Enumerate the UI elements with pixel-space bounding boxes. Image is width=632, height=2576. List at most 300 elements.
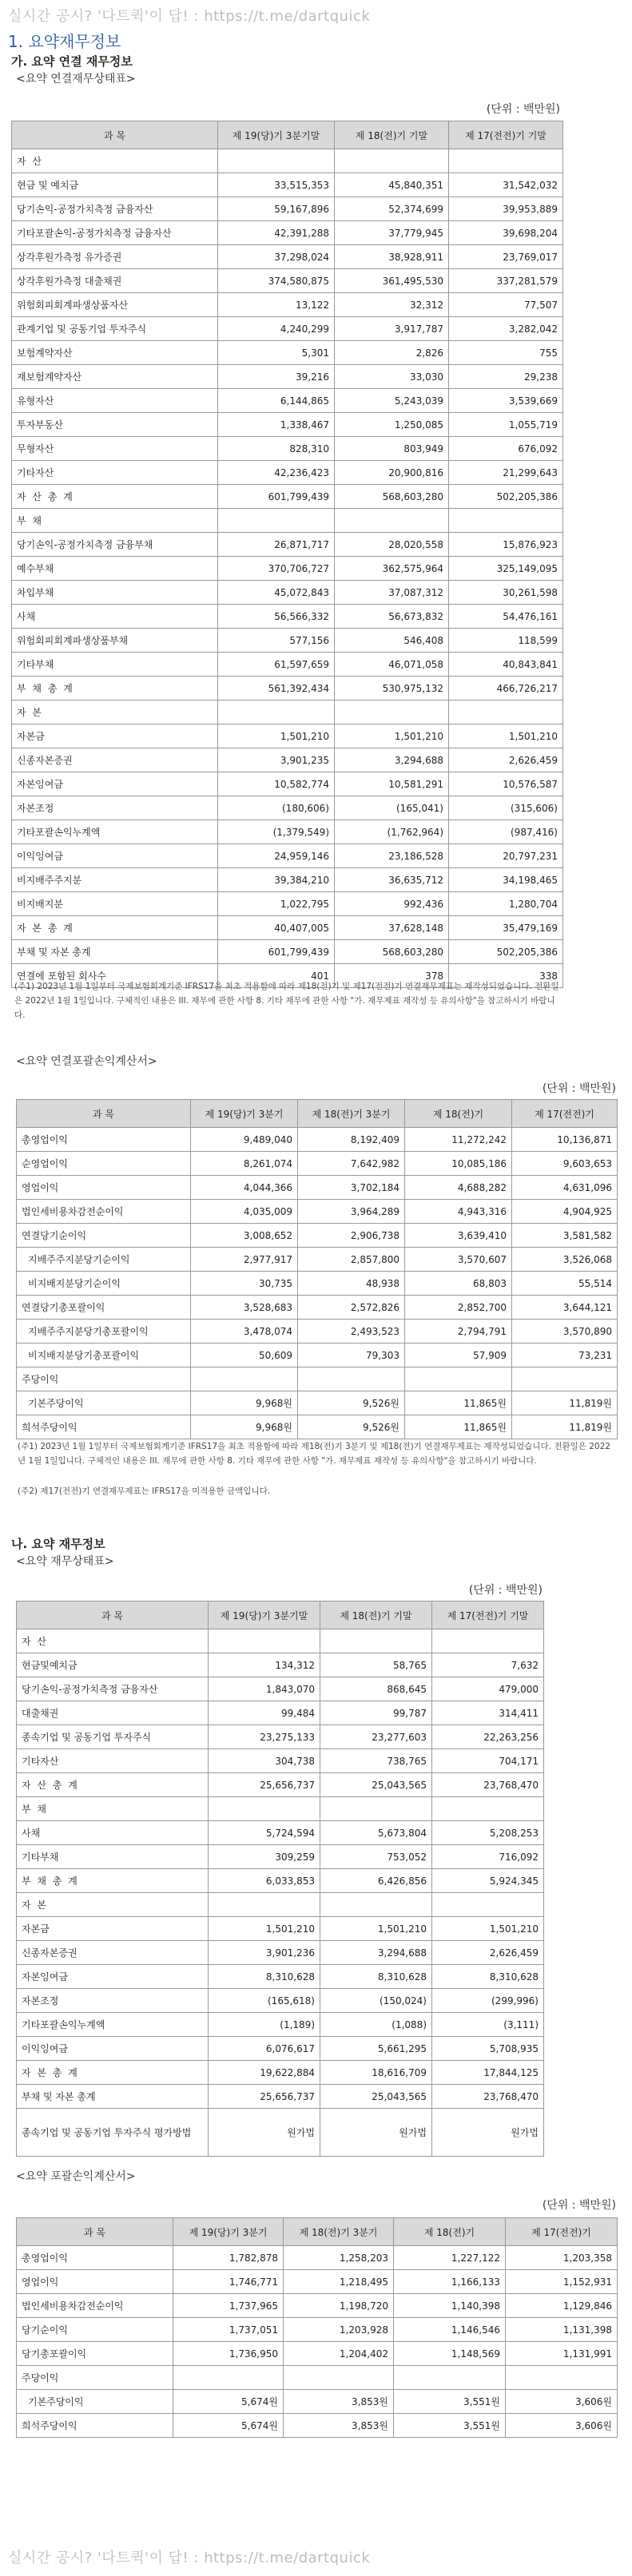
- cell-value: 원가법: [209, 2109, 320, 2157]
- cell-value: 11,865원: [405, 1391, 512, 1415]
- row-label: 기타포괄손익누계액: [17, 2013, 209, 2037]
- column-header-period: 제 18(전)기 기말: [320, 1602, 432, 1629]
- cell-value: 1,258,203: [284, 2246, 394, 2270]
- cell-value: 4,044,366: [191, 1176, 298, 1200]
- cell-value: 45,840,351: [335, 173, 449, 197]
- cell-value: 원가법: [320, 2109, 432, 2157]
- row-label: 재보험계약자산: [12, 365, 218, 389]
- table-row: [12, 844, 563, 868]
- consolidated-bs-caption: <요약 연결재무상태표>: [16, 73, 136, 85]
- cell-value: 3,528,683: [191, 1296, 298, 1320]
- cell-value: 23,186,528: [335, 844, 449, 868]
- cell-value: 1,152,931: [506, 2270, 618, 2294]
- cell-value: 502,205,386: [449, 940, 563, 964]
- cell-value: 56,566,332: [218, 605, 335, 629]
- table-header-row: [17, 2218, 618, 2246]
- row-label: 부채 및 자본 총계: [17, 2085, 209, 2109]
- cell-value: 9,968원: [191, 1391, 298, 1415]
- cell-value: 1,843,070: [209, 1677, 320, 1701]
- cell-value: 309,259: [209, 1845, 320, 1869]
- cell-value: 3,639,410: [405, 1224, 512, 1248]
- consolidated-is-table: [16, 1099, 618, 1439]
- column-header-period: 제 18(전)기 3분기: [298, 1100, 405, 1128]
- cell-value: 378: [335, 964, 449, 988]
- cell-value: 10,576,587: [449, 772, 563, 796]
- cell-value: [191, 1367, 298, 1391]
- column-header-period: 제 19(당)기 3분기말: [218, 121, 335, 149]
- table-row: [17, 1344, 618, 1367]
- row-label: 사채: [12, 605, 218, 629]
- cell-value: 3,606원: [506, 2390, 618, 2414]
- cell-value: 11,272,242: [405, 1128, 512, 1152]
- row-label: 당기손익-공정가치측정 금융부채: [12, 533, 218, 557]
- table-row: [12, 724, 563, 748]
- cell-value: 39,216: [218, 365, 335, 389]
- cell-value: 2,906,738: [298, 1224, 405, 1248]
- cell-value: 601,799,439: [218, 485, 335, 509]
- cell-value: 1,148,569: [394, 2342, 506, 2366]
- cell-value: [320, 1629, 432, 1653]
- cell-value: 9,968원: [191, 1415, 298, 1439]
- table-row: [17, 2342, 618, 2366]
- column-header-period: 제 19(당)기 3분기: [173, 2218, 284, 2246]
- row-label: 위험회피회계파생상품자산: [12, 293, 218, 317]
- table-row: [17, 2085, 544, 2109]
- table-row: [12, 149, 563, 173]
- cell-value: 3,539,669: [449, 389, 563, 413]
- separate-is-table: [16, 2217, 618, 2438]
- table-row: [12, 461, 563, 485]
- cell-value: (180,606): [218, 796, 335, 820]
- cell-value: 1,737,965: [173, 2294, 284, 2318]
- table-row: [12, 413, 563, 437]
- cell-value: 28,020,558: [335, 533, 449, 557]
- cell-value: 8,261,074: [191, 1152, 298, 1176]
- table-row: [17, 1152, 618, 1176]
- table-row: [12, 173, 563, 197]
- separate-bs-unit: (단위 : 백만원): [468, 1584, 543, 1597]
- cell-value: 57,909: [405, 1344, 512, 1367]
- column-header-period: 제 19(당)기 3분기말: [209, 1602, 320, 1629]
- table-row: [12, 341, 563, 365]
- row-label: 비지배지분: [12, 892, 218, 916]
- cell-value: 37,087,312: [335, 581, 449, 605]
- cell-value: 36,635,712: [335, 868, 449, 892]
- cell-value: [506, 2366, 618, 2390]
- cell-value: 134,312: [209, 1653, 320, 1677]
- cell-value: [284, 2366, 394, 2390]
- cell-value: 738,765: [320, 1749, 432, 1773]
- cell-value: 25,043,565: [320, 1773, 432, 1797]
- cell-value: 56,673,832: [335, 605, 449, 629]
- cell-value: 2,493,523: [298, 1320, 405, 1344]
- table-row: [17, 1965, 544, 1989]
- table-row: [12, 317, 563, 341]
- cell-value: 31,542,032: [449, 173, 563, 197]
- cell-value: 5,674원: [173, 2390, 284, 2414]
- column-header-period: 제 17(전전)기 기말: [432, 1602, 544, 1629]
- separate-bs-table: [16, 1601, 544, 2157]
- cell-value: 30,735: [191, 1272, 298, 1296]
- cell-value: 337,281,579: [449, 269, 563, 293]
- cell-value: 25,043,565: [320, 2085, 432, 2109]
- row-label: 현금 및 예치금: [12, 173, 218, 197]
- cell-value: 314,411: [432, 1701, 544, 1725]
- table-row: [12, 365, 563, 389]
- cell-value: 11,819원: [512, 1391, 618, 1415]
- row-label: 부 채: [17, 1797, 209, 1821]
- table-row: [12, 748, 563, 772]
- table-row: [12, 940, 563, 964]
- cell-value: 2,852,700: [405, 1296, 512, 1320]
- table-row: [17, 1176, 618, 1200]
- table-row: [12, 269, 563, 293]
- cell-value: 3,917,787: [335, 317, 449, 341]
- cell-value: 5,924,345: [432, 1869, 544, 1893]
- cell-value: 370,706,727: [218, 557, 335, 581]
- cell-value: 1,203,928: [284, 2318, 394, 2342]
- column-header-period: 제 18(전)기: [394, 2218, 506, 2246]
- row-label: 자 본: [12, 701, 218, 724]
- cell-value: 3,008,652: [191, 1224, 298, 1248]
- cell-value: 5,724,594: [209, 1821, 320, 1845]
- table-row: [12, 892, 563, 916]
- table-row: [12, 629, 563, 653]
- table-row: [12, 437, 563, 461]
- cell-value: 38,928,911: [335, 245, 449, 269]
- column-header-period: 제 17(전전)기: [512, 1100, 618, 1128]
- cell-value: [298, 1367, 405, 1391]
- table-row: [12, 820, 563, 844]
- row-label: 자 본 총 계: [12, 916, 218, 940]
- table-row: [12, 389, 563, 413]
- table-row: [17, 1296, 618, 1320]
- cell-value: 362,575,964: [335, 557, 449, 581]
- table-row: [17, 1320, 618, 1344]
- cell-value: 828,310: [218, 437, 335, 461]
- cell-value: [320, 1893, 432, 1917]
- row-label: 총영업이익: [17, 1128, 191, 1152]
- column-header-period: 제 18(전)기 3분기: [284, 2218, 394, 2246]
- table-row: [17, 1749, 544, 1773]
- cell-value: 577,156: [218, 629, 335, 653]
- row-label: 차입부채: [12, 581, 218, 605]
- row-label: 희석주당이익: [17, 1415, 191, 1439]
- cell-value: 546,408: [335, 629, 449, 653]
- row-label: 순영업이익: [17, 1152, 191, 1176]
- table-row: [17, 1893, 544, 1917]
- row-label: 법인세비용차감전순이익: [17, 1200, 191, 1224]
- column-header-period: 제 19(당)기 3분기: [191, 1100, 298, 1128]
- row-label: 당기손익-공정가치측정 금융자산: [12, 197, 218, 221]
- cell-value: 716,092: [432, 1845, 544, 1869]
- cell-value: 3,570,607: [405, 1248, 512, 1272]
- table-row: [12, 485, 563, 509]
- row-label: 무형자산: [12, 437, 218, 461]
- table-row: [17, 1701, 544, 1725]
- page-title: 1. 요약재무정보: [8, 32, 121, 51]
- cell-value: 4,035,009: [191, 1200, 298, 1224]
- cell-value: 2,826: [335, 341, 449, 365]
- cell-value: [432, 1797, 544, 1821]
- cell-value: 7,642,982: [298, 1152, 405, 1176]
- consolidated-is-caption: <요약 연결포괄손익계산서>: [16, 1055, 157, 1068]
- cell-value: [449, 509, 563, 533]
- row-label: 자본잉여금: [17, 1965, 209, 1989]
- table-row: [17, 1128, 618, 1152]
- cell-value: (1,762,964): [335, 820, 449, 844]
- cell-value: 54,476,161: [449, 605, 563, 629]
- table-row: [17, 2270, 618, 2294]
- cell-value: 4,240,299: [218, 317, 335, 341]
- cell-value: 34,198,465: [449, 868, 563, 892]
- cell-value: 77,507: [449, 293, 563, 317]
- table-row: [12, 772, 563, 796]
- cell-value: 35,479,169: [449, 916, 563, 940]
- cell-value: 6,426,856: [320, 1869, 432, 1893]
- row-label: 상각후원가측정 대출채권: [12, 269, 218, 293]
- cell-value: 4,904,925: [512, 1200, 618, 1224]
- row-label: 종속기업 및 공동기업 투자주식 평가방법: [17, 2109, 209, 2157]
- row-label: 희석주당이익: [17, 2414, 173, 2438]
- row-label: 신종자본증권: [17, 1941, 209, 1965]
- row-label: 대출채권: [17, 1701, 209, 1725]
- column-header-account: 과 목: [12, 121, 218, 149]
- cell-value: 11,865원: [405, 1415, 512, 1439]
- table-row: [12, 868, 563, 892]
- cell-value: 3,964,289: [298, 1200, 405, 1224]
- cell-value: 79,303: [298, 1344, 405, 1367]
- cell-value: (299,996): [432, 1989, 544, 2013]
- cell-value: 5,243,039: [335, 389, 449, 413]
- row-label: 기타자산: [17, 1749, 209, 1773]
- cell-value: 753,052: [320, 1845, 432, 1869]
- cell-value: (1,189): [209, 2013, 320, 2037]
- table-row: [12, 701, 563, 724]
- cell-value: 1,737,051: [173, 2318, 284, 2342]
- cell-value: 73,231: [512, 1344, 618, 1367]
- row-label: 연결당기순이익: [17, 1224, 191, 1248]
- cell-value: 68,803: [405, 1272, 512, 1296]
- cell-value: 3,901,235: [218, 748, 335, 772]
- row-label: 당기손익-공정가치측정 금융자산: [17, 1677, 209, 1701]
- column-header-account: 과 목: [17, 2218, 173, 2246]
- section-b-title: 나. 요약 재무정보: [11, 1537, 105, 1551]
- cell-value: (1,379,549): [218, 820, 335, 844]
- row-label: 부 채: [12, 509, 218, 533]
- separate-is-caption: <요약 포괄손익계산서>: [16, 2170, 136, 2183]
- watermark-top: 실시간 공시? '다트퀵'이 답! : https://t.me/dartquick: [8, 8, 371, 25]
- row-label: 자 산: [12, 149, 218, 173]
- column-header-period: 제 18(전)기: [405, 1100, 512, 1128]
- cell-value: 55,514: [512, 1272, 618, 1296]
- table-row: [12, 533, 563, 557]
- cell-value: 5,661,295: [320, 2037, 432, 2061]
- cell-value: 3,606원: [506, 2414, 618, 2438]
- cell-value: 39,953,889: [449, 197, 563, 221]
- table-row: [17, 2414, 618, 2438]
- cell-value: 5,708,935: [432, 2037, 544, 2061]
- table-row: [17, 2318, 618, 2342]
- column-header-period: 제 17(전전)기: [506, 2218, 618, 2246]
- cell-value: 1,280,704: [449, 892, 563, 916]
- cell-value: 803,949: [335, 437, 449, 461]
- row-label: 비지배지분당기순이익: [17, 1272, 191, 1296]
- row-label: 자본조정: [17, 1989, 209, 2013]
- cell-value: [432, 1629, 544, 1653]
- cell-value: 9,526원: [298, 1391, 405, 1415]
- cell-value: 20,797,231: [449, 844, 563, 868]
- cell-value: 3,581,582: [512, 1224, 618, 1248]
- cell-value: 1,204,402: [284, 2342, 394, 2366]
- cell-value: 29,238: [449, 365, 563, 389]
- row-label: 투자부동산: [12, 413, 218, 437]
- row-label: 당기총포괄이익: [17, 2342, 173, 2366]
- table-row: [17, 2061, 544, 2085]
- cell-value: 23,769,017: [449, 245, 563, 269]
- row-label: 법인세비용차감전순이익: [17, 2294, 173, 2318]
- cell-value: [209, 1893, 320, 1917]
- cell-value: 50,609: [191, 1344, 298, 1367]
- cell-value: 52,374,699: [335, 197, 449, 221]
- consolidated-is-note-1: (주1) 2023년 1월 1일부터 국제보험회계기준 IFRS17을 최초 적용함에 따라 제18(전)기 3분기 및 제18(전)기 연결재무제표는 재작성되었습니다. 전환일은 2022년 1월 1일입니다. 구체적인 내용은 III. 재무에 관한 사항 8. 기타 재무에 관한 사항 "가. 재무제표 재작성 등 유의사항"을 참고하시기 바랍니다.: [18, 1442, 610, 1466]
- cell-value: 568,603,280: [335, 940, 449, 964]
- row-label: 지배주주지분당기총포괄이익: [17, 1320, 191, 1344]
- cell-value: 39,698,204: [449, 221, 563, 245]
- cell-value: 676,092: [449, 437, 563, 461]
- cell-value: 48,938: [298, 1272, 405, 1296]
- cell-value: 1,146,546: [394, 2318, 506, 2342]
- row-label: 위험회피회계파생상품부채: [12, 629, 218, 653]
- cell-value: 21,299,643: [449, 461, 563, 485]
- row-label: 총영업이익: [17, 2246, 173, 2270]
- row-label: 자 본 총 계: [17, 2061, 209, 2085]
- table-row: [12, 509, 563, 533]
- cell-value: 3,294,688: [335, 748, 449, 772]
- cell-value: 374,580,875: [218, 269, 335, 293]
- cell-value: 3,702,184: [298, 1176, 405, 1200]
- table-row: [12, 245, 563, 269]
- cell-value: 8,310,628: [209, 1965, 320, 1989]
- cell-value: 1,129,846: [506, 2294, 618, 2318]
- row-label: 현금및예치금: [17, 1653, 209, 1677]
- cell-value: 26,871,717: [218, 533, 335, 557]
- table-row: [17, 1248, 618, 1272]
- cell-value: 25,656,737: [209, 1773, 320, 1797]
- cell-value: (1,088): [320, 2013, 432, 2037]
- cell-value: 1,022,795: [218, 892, 335, 916]
- cell-value: [209, 1797, 320, 1821]
- cell-value: 1,203,358: [506, 2246, 618, 2270]
- cell-value: 304,738: [209, 1749, 320, 1773]
- cell-value: 6,144,865: [218, 389, 335, 413]
- consolidated-is-note-2: (주2) 제17(전전)기 연결재무제표는 IFRS17을 미적용한 금액입니다.: [18, 1486, 271, 1496]
- row-label: 자 산 총 계: [17, 1773, 209, 1797]
- cell-value: [512, 1367, 618, 1391]
- cell-value: 530,975,132: [335, 677, 449, 701]
- column-header-period: 제 18(전)기 기말: [335, 121, 449, 149]
- cell-value: 1,782,878: [173, 2246, 284, 2270]
- cell-value: [209, 1629, 320, 1653]
- cell-value: 3,901,236: [209, 1941, 320, 1965]
- cell-value: 3,294,688: [320, 1941, 432, 1965]
- row-label: 기타부채: [12, 653, 218, 677]
- cell-value: 23,768,470: [432, 2085, 544, 2109]
- cell-value: 3,282,042: [449, 317, 563, 341]
- cell-value: 2,794,791: [405, 1320, 512, 1344]
- cell-value: 6,033,853: [209, 1869, 320, 1893]
- row-label: 예수부채: [12, 557, 218, 581]
- cell-value: 19,622,884: [209, 2061, 320, 2085]
- cell-value: 33,515,353: [218, 173, 335, 197]
- consolidated-bs-unit: (단위 : 백만원): [486, 103, 560, 116]
- cell-value: [449, 701, 563, 724]
- cell-value: 1,501,210: [320, 1917, 432, 1941]
- cell-value: 3,853원: [284, 2390, 394, 2414]
- table-row: [17, 1653, 544, 1677]
- row-label: 자본금: [12, 724, 218, 748]
- cell-value: 18,616,709: [320, 2061, 432, 2085]
- table-row: [12, 796, 563, 820]
- cell-value: 361,495,530: [335, 269, 449, 293]
- separate-bs-caption: <요약 재무상태표>: [16, 1555, 114, 1568]
- section-a-title: 가. 요약 연결 재무정보: [11, 54, 133, 69]
- row-label: 주당이익: [17, 2366, 173, 2390]
- cell-value: 45,072,843: [218, 581, 335, 605]
- row-label: 이익잉여금: [17, 2037, 209, 2061]
- table-row: [17, 1629, 544, 1653]
- cell-value: 466,726,217: [449, 677, 563, 701]
- column-header-account: 과 목: [17, 1602, 209, 1629]
- cell-value: 1,140,398: [394, 2294, 506, 2318]
- cell-value: 2,626,459: [432, 1941, 544, 1965]
- row-label: 자 산 총 계: [12, 485, 218, 509]
- row-label: 부 채 총 계: [12, 677, 218, 701]
- cell-value: 3,551원: [394, 2414, 506, 2438]
- table-row: [12, 197, 563, 221]
- cell-value: 22,263,256: [432, 1725, 544, 1749]
- cell-value: [432, 1893, 544, 1917]
- cell-value: 2,977,917: [191, 1248, 298, 1272]
- table-row: [17, 1845, 544, 1869]
- table-row: [12, 653, 563, 677]
- cell-value: 10,136,871: [512, 1128, 618, 1152]
- table-header-row: [12, 121, 563, 149]
- cell-value: 37,298,024: [218, 245, 335, 269]
- cell-value: 3,570,890: [512, 1320, 618, 1344]
- table-row: [12, 605, 563, 629]
- cell-value: 37,628,148: [335, 916, 449, 940]
- cell-value: 42,391,288: [218, 221, 335, 245]
- row-label: 기타자산: [12, 461, 218, 485]
- cell-value: 1,338,467: [218, 413, 335, 437]
- cell-value: [173, 2366, 284, 2390]
- table-row: [12, 677, 563, 701]
- watermark-bottom: 실시간 공시? '다트퀵'이 답! : https://t.me/dartquick: [8, 2550, 371, 2566]
- row-label: 주당이익: [17, 1367, 191, 1391]
- cell-value: 59,167,896: [218, 197, 335, 221]
- cell-value: 1,736,950: [173, 2342, 284, 2366]
- row-label: 사채: [17, 1821, 209, 1845]
- cell-value: 8,310,628: [320, 1965, 432, 1989]
- table-row: [17, 1415, 618, 1439]
- cell-value: 1,131,398: [506, 2318, 618, 2342]
- row-label: 영업이익: [17, 2270, 173, 2294]
- row-label: 이익잉여금: [12, 844, 218, 868]
- cell-value: [335, 701, 449, 724]
- cell-value: 338: [449, 964, 563, 988]
- cell-value: 3,526,068: [512, 1248, 618, 1272]
